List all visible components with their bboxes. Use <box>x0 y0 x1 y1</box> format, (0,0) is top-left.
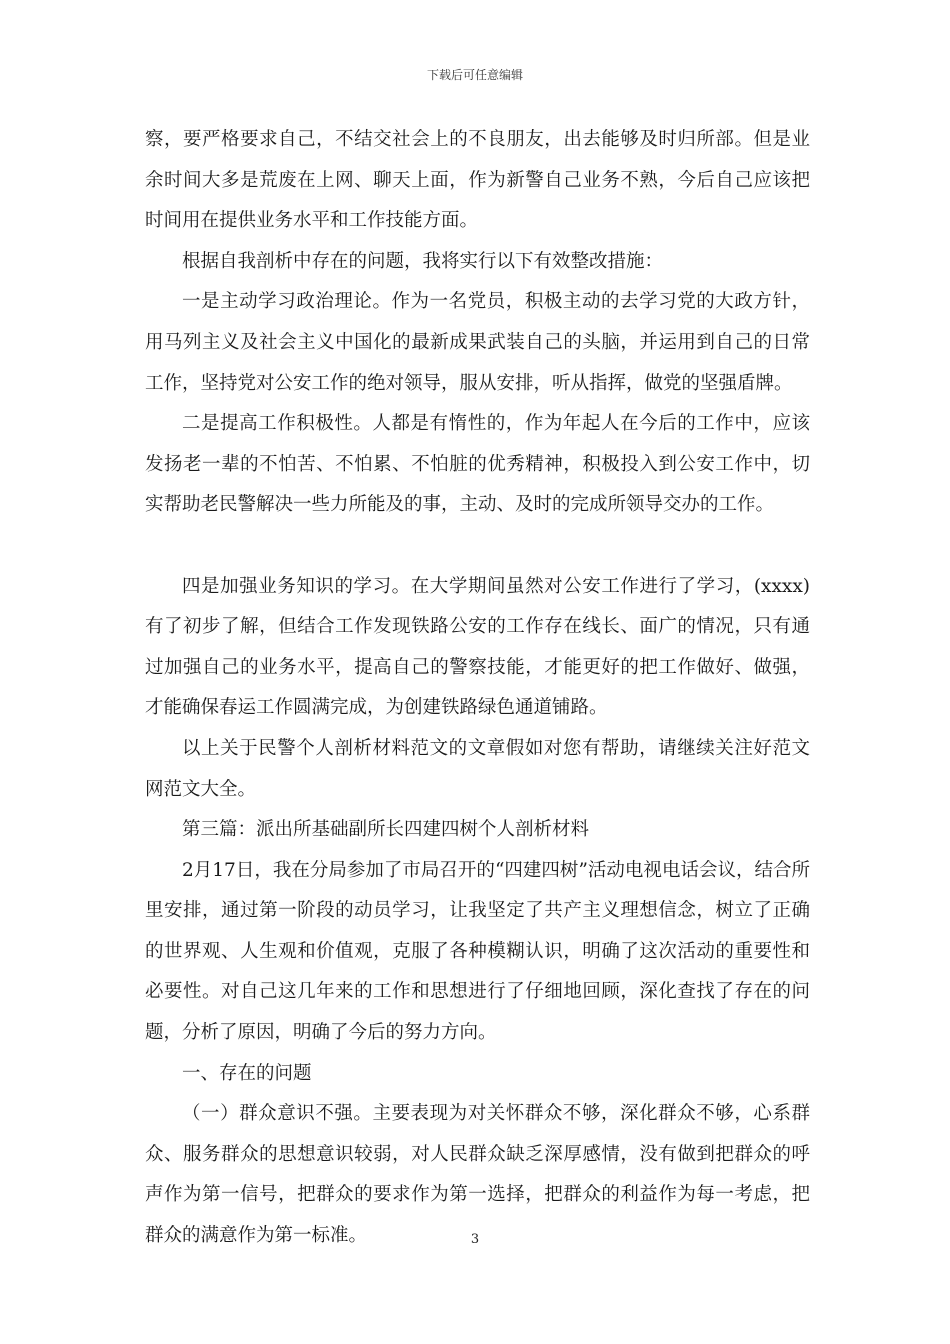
paragraph: 四是加强业务知识的学习。在大学期间虽然对公安工作进行了学习，(xxxx)有了初步了解，但结合工作发现铁路公安的工作存在线长、面广的情况，只有通过加强自己的业务水平，提高自己的警察技能，才能更好的把工作做好、做强，才能确保春运工作圆满完成，为创建铁路绿色通道铺路。 <box>145 575 810 719</box>
paragraph: 根据自我剖析中存在的问题，我将实行以下有效整改措施： <box>182 250 664 272</box>
document-body <box>145 120 810 1257</box>
paragraph: 一是主动学习政治理论。作为一名党员，积极主动的去学习党的大政方针，用马列主义及社会主义中国化的最新成果武装自己的头脑，并运用到自己的日常工作，坚持党对公安工作的绝对领导，服从安排，听从指挥，做党的坚强盾牌。 <box>145 291 810 394</box>
page-number: 3 <box>470 1232 480 1247</box>
paragraph: 二是提高工作积极性。人都是有惰性的，作为年起人在今后的工作中，应该发扬老一辈的不怕苦、不怕累、不怕脏的优秀精神，积极投入到公安工作中，切实帮助老民警解决一些力所能及的事，主动、及时的完成所领导交办的工作。 <box>145 413 810 516</box>
paragraph: 2月17日，我在分局参加了市局召开的“四建四树”活动电视电话会议，结合所里安排，通过第一阶段的动员学习，让我坚定了共产主义理想信念，树立了正确的世界观、人生观和价值观，克服了各种模糊认识，明确了这次活动的重要性和必要性。对自己这几年来的工作和思想进行了仔细地回顾，深化查找了存在的问题，分析了原因，明确了今后的努力方向。 <box>145 859 810 1044</box>
subsection-heading: 一、存在的问题 <box>182 1062 312 1084</box>
section-title: 第三篇：派出所基础副所长四建四树个人剖析材料 <box>182 819 590 841</box>
blank-line <box>145 526 810 567</box>
page-header-note: 下载后可任意编辑 <box>426 68 523 82</box>
paragraph: 察，要严格要求自己，不结交社会上的不良朋友，出去能够及时归所部。但是业余时间大多是荒废在上网、聊天上面，作为新警自己业务不熟，今后自己应该把时间用在提供业务水平和工作技能方面。 <box>145 129 810 232</box>
paragraph: （一）群众意识不强。主要表现为对关怀群众不够，深化群众不够，心系群众、服务群众的思想意识较弱，对人民群众缺乏深厚感情，没有做到把群众的呼声作为第一信号，把群众的要求作为第一选择，把群众的利益作为每一考虑，把群众的满意作为第一标准。 <box>145 1103 810 1247</box>
paragraph: 以上关于民警个人剖析材料范文的文章假如对您有帮助，请继续关注好范文网范文大全。 <box>145 737 810 800</box>
